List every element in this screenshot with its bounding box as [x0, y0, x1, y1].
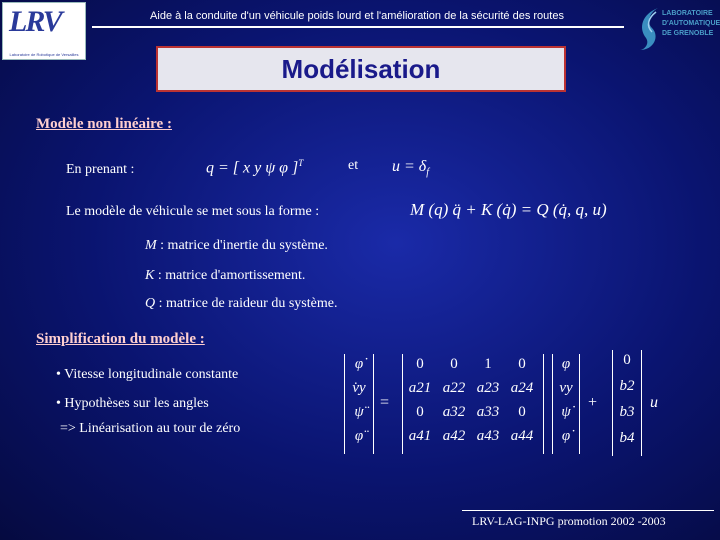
- modele-text: Le modèle de véhicule se met sous la forme :: [66, 204, 320, 219]
- input-u: u: [650, 394, 658, 411]
- b-vector: [612, 350, 642, 456]
- a-cell: a21: [408, 380, 432, 396]
- lrv-logo: [2, 2, 86, 60]
- linearisation-text: => Linéarisation au tour de zéro: [60, 421, 241, 436]
- bullet-vitesse: • Vitesse longitudinale constante: [56, 367, 239, 382]
- state-cell: φ: [561, 356, 571, 372]
- state-vector: [552, 354, 580, 454]
- footer-divider: [462, 510, 714, 511]
- a-cell: a22: [442, 380, 466, 396]
- lag-logo: [636, 4, 720, 54]
- lag-swirl-icon: [636, 6, 664, 52]
- state-cell: vy: [559, 380, 573, 396]
- section-heading-simplification: Simplification du modèle :: [36, 331, 205, 347]
- lhs-cell: v̇y: [352, 380, 366, 396]
- title-box: [156, 46, 566, 92]
- a-cell: 0: [518, 356, 526, 372]
- def-m-text: : matrice d'inertie du système.: [160, 238, 328, 253]
- a-cell: a23: [476, 380, 500, 396]
- lag-logo-line-1: LABORATOIRE: [662, 10, 713, 17]
- def-q-symbol: Q: [145, 296, 156, 311]
- a-cell: 0: [416, 356, 424, 372]
- lhs-cell: φ̇: [354, 356, 364, 372]
- a-cell: 1: [484, 356, 492, 372]
- a-cell: a42: [442, 428, 466, 444]
- def-m-symbol: M: [145, 238, 157, 253]
- def-k-symbol: K: [145, 268, 155, 283]
- a-cell: 0: [450, 356, 458, 372]
- footer-text: LRV-LAG-INPG promotion 2002 -2003: [472, 514, 666, 528]
- header-divider: [92, 26, 624, 28]
- b-cell: b4: [619, 430, 635, 446]
- u-sub: f: [426, 167, 430, 179]
- lhs-cell: φ̈: [354, 428, 364, 444]
- def-m: [145, 238, 328, 254]
- dynamic-equation: M (q) q̈ + K (q̇) = Q (q̇, q, u): [410, 200, 607, 219]
- bullet-hypotheses: • Hypothèses sur les angles: [56, 396, 209, 411]
- a-cell: 0: [416, 404, 424, 420]
- a-cell: a33: [476, 404, 500, 420]
- b-cell: b2: [619, 378, 635, 394]
- en-prenant-label: En prenant :: [66, 162, 135, 177]
- plus-sign: +: [588, 394, 598, 411]
- state-cell: ψ̇: [561, 404, 571, 420]
- lag-logo-line-2: D'AUTOMATIQUE: [662, 20, 720, 27]
- a-cell: a32: [442, 404, 466, 420]
- lrv-logo-text: LRV: [9, 5, 61, 38]
- q-definition: [206, 158, 303, 177]
- def-q: [145, 296, 337, 312]
- header-subtitle: Aide à la conduite d'un véhicule poids lourd et l'amélioration de la sécurité des routes: [150, 10, 564, 22]
- section-heading-nonlinear: Modèle non linéaire :: [36, 116, 172, 132]
- lhs-vector: [344, 354, 374, 454]
- a-cell: a43: [476, 428, 500, 444]
- et-label: et: [348, 158, 359, 173]
- a-cell: a44: [510, 428, 534, 444]
- b-cell: b3: [619, 404, 635, 420]
- lag-logo-line-3: DE GRENOBLE: [662, 30, 714, 37]
- a-cell: a24: [510, 380, 534, 396]
- q-definition-text: q = [ x y ψ φ ]: [206, 159, 299, 177]
- u-definition-text: u = δ: [392, 158, 427, 175]
- page-title: Modélisation: [281, 53, 441, 84]
- def-q-text: : matrice de raideur du système.: [158, 296, 338, 311]
- def-k: [145, 268, 305, 284]
- u-definition: [392, 158, 429, 178]
- lhs-cell: ψ̈: [354, 404, 364, 420]
- lrv-logo-caption: Laboratoire de Robotique de Versailles: [9, 52, 79, 57]
- def-k-text: : matrice d'amortissement.: [157, 268, 306, 283]
- a-cell: 0: [518, 404, 526, 420]
- a-cell: a41: [408, 428, 432, 444]
- equals-sign: =: [380, 394, 390, 411]
- q-transpose-sup: T: [298, 158, 304, 168]
- b-cell: 0: [623, 352, 631, 368]
- state-cell: φ̇: [561, 428, 571, 444]
- a-matrix: [402, 354, 544, 454]
